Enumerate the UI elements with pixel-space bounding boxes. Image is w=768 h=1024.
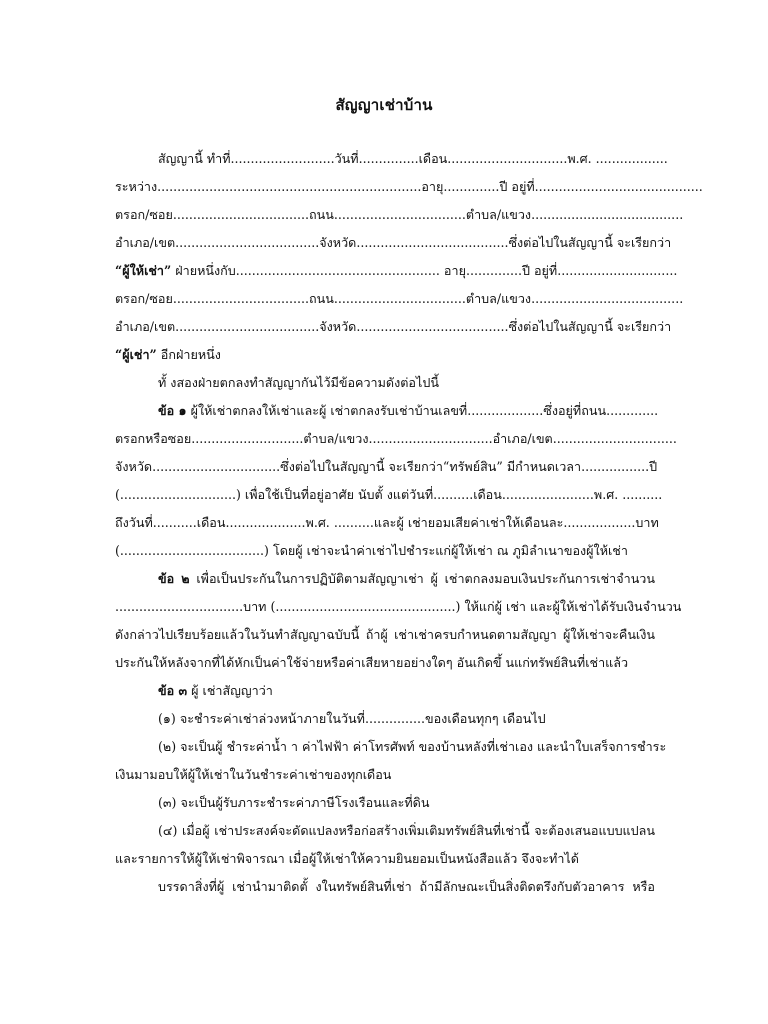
term-lessor: “ผู้ให้เช่า”	[115, 263, 172, 278]
text-segment: ผู้ให้เช่าตกลงให้เช่าและผู้ เช่าตกลงรับเช่าบ้านเลขที่...................ซึ่งอยู่ที่ถนน.............	[186, 403, 659, 418]
text-line: (๒) จะเป็นผู้ ชำระค่าน้ำ า ค่าไฟฟ้า ค่าโทรศัพท์ ของบ้านหลังที่เช่าเอง และนำใบเสร็จการชำระ	[158, 739, 667, 754]
clause-3-heading: ข้อ ๓	[158, 683, 188, 698]
clause-2-heading: ข้อ ๒	[158, 571, 190, 586]
text-segment: อีกฝ่ายหนึ่ง	[156, 347, 221, 362]
text-line: ถึงวันที่...........เดือน....................พ.ศ. ..........และผู้ เช่ายอมเสียค่าเช่าให้เดือนละ..................บาท	[115, 515, 659, 530]
text-line: บรรดาสิ่งที่ผู้ เช่านำมาติดตั้ งในทรัพย์สินที่เช่า ถ้ามีลักษณะเป็นสิ่งติดตรึงกับตัวอาคาร หรือ	[158, 879, 655, 894]
text-line: (.............................) เพื่อใช้เป็นที่อยู่อาศัย นับตั้ งแต่วันที่..........เดือน.......................พ.ศ. ..........	[115, 487, 663, 502]
text-line	[158, 682, 655, 700]
text-line	[115, 346, 655, 364]
text-line	[158, 570, 655, 588]
text-line	[115, 262, 678, 280]
document-title: สัญญาเช่าบ้าน	[335, 96, 433, 114]
text-line: ระหว่าง..................................................................อายุ..............ปี อยู่ที่..........................................	[115, 179, 703, 194]
text-line: ตรอก/ซอย..................................ถนน.................................ตำบล/แขวง......................................	[115, 207, 684, 222]
clause-1-heading: ข้อ ๑	[158, 403, 187, 418]
text-line: ทั้ งสองฝ่ายตกลงทำสัญญากันไว้มีข้อความดังต่อไปนี้	[158, 375, 439, 390]
text-segment: ฝ่ายหนึ่งกับ................................................... อายุ..............ปี อยู่ที่..............................	[171, 263, 678, 278]
text-line: ................................บาท (.............................................) ให้แก่ผู้ เช่า และผู้ให้เช่าได้รับเงินจำนวน	[115, 599, 682, 614]
text-line: และรายการให้ผู้ให้เช่าพิจารณา เมื่อผู้ให้เช่าให้ความยินยอมเป็นหนังสือแล้ว จึงจะทำได้	[115, 851, 579, 866]
text-line	[158, 402, 659, 420]
text-line: เงินมามอบให้ผู้ให้เช่าในวันชำระค่าเช่าของทุกเดือน	[115, 767, 392, 782]
text-line: ดังกล่าวไปเรียบร้อยแล้วในวันทำสัญญาฉบับนี้ ถ้าผู้ เช่าเช่าครบกำหนดตามสัญญา ผู้ให้เช่าจะคืนเงิน	[115, 627, 655, 642]
text-line: ตรอกหรือซอย............................ตำบล/แขวง...............................อำเภอ/เขต...............................	[115, 431, 677, 446]
text-line: ตรอก/ซอย..................................ถนน.................................ตำบล/แขวง......................................	[115, 291, 684, 306]
text-line: (๓) จะเป็นผู้รับภาระชำระค่าภาษีโรงเรือนและที่ดิน	[158, 795, 430, 810]
term-lessee: “ผู้เช่า”	[115, 347, 157, 362]
text-line: (....................................) โดยผู้ เช่าจะนำค่าเช่าไปชำระแก่ผู้ให้เช่า ณ ภูมิลำเนาของผู้ให้เช่า	[115, 543, 628, 558]
text-line: สัญญานี้ ทำที่..........................วันที่...............เดือน..............................พ.ศ. ..................	[158, 151, 668, 166]
text-line: (๑) จะชำระค่าเช่าล่วงหน้าภายในวันที่...............ของเดือนทุกๆ เดือนไป	[158, 711, 546, 726]
text-segment: ผู้ เช่าสัญญาว่า	[187, 683, 273, 698]
text-line: จังหวัด................................ซึ่งต่อไปในสัญญานี้ จะเรียกว่า“ทรัพย์สิน” มีกำหนดเวลา.................ปี	[115, 459, 658, 474]
text-line: (๔) เมื่อผู้ เช่าประสงค์จะดัดแปลงหรือก่อสร้างเพิ่มเติมทรัพย์สินที่เช่านี้ จะต้องเสนอแบบแปลน	[158, 823, 655, 838]
text-line: อำเภอ/เขต....................................จังหวัด......................................ซึ่งต่อไปในสัญญานี้ จะเรียกว่า	[115, 319, 672, 334]
text-line: อำเภอ/เขต....................................จังหวัด......................................ซึ่งต่อไปในสัญญานี้ จะเรียกว่า	[115, 235, 672, 250]
text-line: ประกันให้หลังจากที่ได้หักเป็นค่าใช้จ่ายหรือค่าเสียหายอย่างใดๆ อันเกิดขึ้ นแก่ทรัพย์สินที่เช่าแล้ว	[115, 655, 629, 670]
text-segment: เพื่อเป็นประกันในการปฏิบัติตามสัญญาเช่า ผู้ เช่าตกลงมอบเงินประกันการเช่าจำนวน	[189, 571, 655, 586]
